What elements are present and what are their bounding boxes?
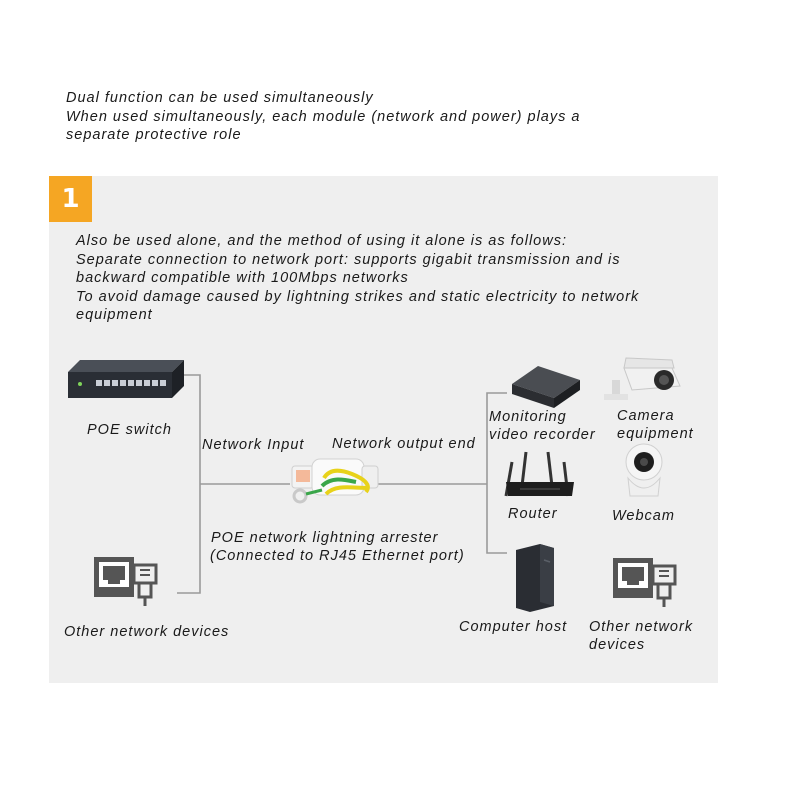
webcam-icon (626, 444, 662, 496)
desc-line-5: equipment (76, 307, 153, 323)
intro-line-3: separate protective role (66, 127, 242, 143)
video-recorder-icon (512, 366, 580, 408)
nvr-label-line-1: Monitoring (489, 409, 567, 425)
poe-switch-icon (68, 360, 184, 398)
network-input-label: Network Input (202, 437, 305, 453)
arrester-label-line-1: POE network lightning arrester (211, 530, 439, 546)
nvr-label-line-2: video recorder (489, 427, 596, 443)
ethernet-port-icon-right (613, 558, 675, 607)
desc-line-3: backward compatible with 100Mbps networks (76, 270, 409, 286)
poe-switch-label: POE switch (87, 422, 172, 438)
network-output-label: Network output end (332, 436, 476, 452)
other-devices-right-label-line-1: Other network (589, 619, 694, 635)
pc-tower-icon (516, 544, 554, 612)
computer-host-label: Computer host (459, 619, 568, 635)
ethernet-port-icon-left (94, 557, 156, 606)
desc-line-4: To avoid damage caused by lightning strikes and static electricity to network (76, 288, 640, 305)
camera-label-line-1: Camera (617, 408, 675, 424)
webcam-label: Webcam (612, 508, 675, 524)
wifi-router-icon (506, 452, 574, 496)
switch-link-line (177, 375, 200, 593)
other-devices-left-label: Other network devices (64, 624, 230, 640)
desc-line-1: Also be used alone, and the method of using it alone is as follows: (76, 233, 567, 249)
camera-label-line-2: equipment (617, 426, 694, 442)
desc-line-2: Separate connection to network port: supports gigabit transmission and is (76, 251, 621, 268)
arrester-label-line-2: (Connected to RJ45 Ethernet port) (210, 548, 465, 564)
intro-line-1: Dual function can be used simultaneously (66, 90, 374, 106)
lightning-arrester-icon (292, 459, 378, 502)
intro-line-2: When used simultaneously, each module (network and power) plays a (66, 108, 581, 125)
other-devices-right-label-line-2: devices (589, 637, 646, 653)
router-label: Router (508, 506, 558, 522)
cctv-camera-icon (604, 358, 680, 400)
step-badge: 1 (49, 176, 92, 222)
